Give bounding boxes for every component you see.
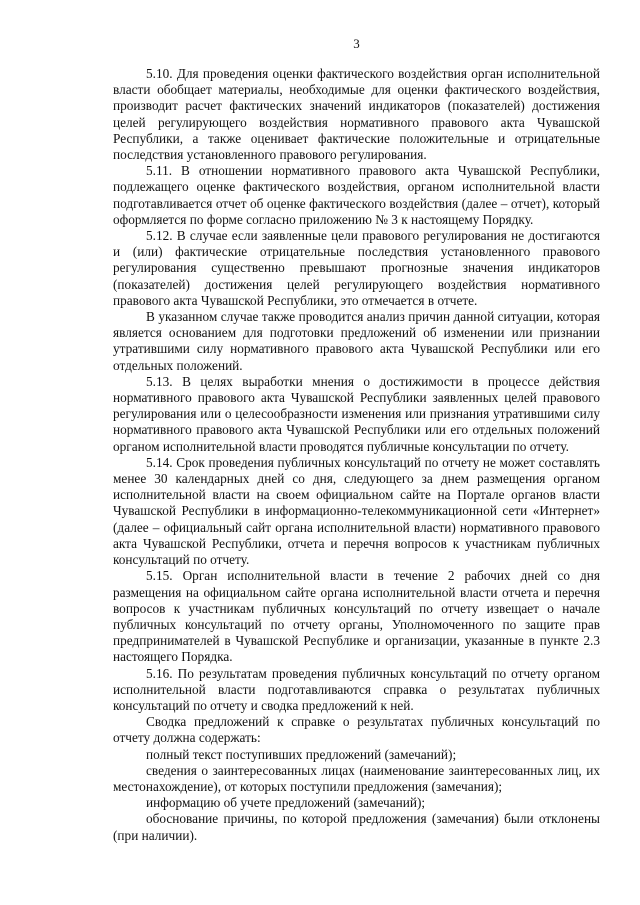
paragraph-5-12: 5.12. В случае если заявленные цели правового регулирования не достигаются и (или) фактические отрицательные последствия установленного правового регулирования существенно превышают прогнозные значения индикаторов (показателей) достижения целей регулирующего воздействия нормативного правового акта Чувашской Республики, это отмечается в отчете. [113, 228, 600, 308]
paragraph-5-13: 5.13. В целях выработки мнения о достижимости в процессе действия нормативного правового акта Чувашской Республики заявленных целей правового регулирования или о целесообразности изменения или признания утратившими силу нормативного правового акта Чувашской Республики или его отдельных положений органом исполнительной власти проводятся публичные консультации по отчету. [113, 373, 600, 454]
paragraph-5-10: 5.10. Для проведения оценки фактического воздействия орган исполнительной власти обобщает материалы, необходимые для оценки фактического воздействия, производит расчет фактических значений индикаторов (показателей) достижения целей регулирующего воздействия нормативного правового акта Чувашской Республики, а также оценивает фактические положительные и отрицательные последствия установленного правового регулирования. [113, 66, 600, 163]
list-item-interested-parties: сведения о заинтересованных лицах (наименование заинтересованных лиц, их местонахождение), от которых поступили предложения (замечания); [113, 762, 600, 794]
paragraph-5-12-analysis: В указанном случае также проводится анализ причин данной ситуации, которая является основанием для подготовки предложений об изменении или признании утратившими силу нормативного правового акта Чувашской Республики или его отдельных положений. [113, 309, 600, 373]
paragraph-summary-intro: Сводка предложений к справке о результатах публичных консультаций по отчету должна содержать: [113, 714, 600, 746]
paragraph-5-14: 5.14. Срок проведения публичных консультаций по отчету не может составлять менее 30 календарных дней со дня, следующего за днем размещения органом исполнительной власти на своем официальном сайте на Портале органов власти Чувашской Республики в информационно-телекоммуникационной сети «Интернет» (далее – официальный сайт органа исполнительной власти) нормативного правового акта Чувашской Республики, отчета и перечня вопросов к участникам публичных консультаций по отчету. [113, 454, 600, 568]
list-item-full-text: полный текст поступивших предложений (замечаний); [146, 746, 457, 762]
document-body [113, 66, 600, 844]
paragraph-5-11: 5.11. В отношении нормативного правового акта Чувашской Республики, подлежащего оценке фактического воздействия, органом исполнительной власти подготавливается отчет об оценке фактического воздействия (далее – отчет), который оформляется по форме согласно приложению № 3 к настоящему Порядку. [113, 163, 600, 227]
list-item-accounting: информацию об учете предложений (замечаний); [146, 795, 426, 811]
paragraph-5-15: 5.15. Орган исполнительной власти в течение 2 рабочих дней со дня размещения на официальном сайте органа исполнительной власти отчета и перечня вопросов к участникам публичных консультаций по отчету извещает о начале публичных консультаций по отчету органы, Уполномоченного по защите прав предпринимателей в Чувашской Республике и организации, указанные в пункте 2.3 настоящего Порядка. [113, 568, 600, 665]
page-number: 3 [353, 36, 360, 51]
list-item-rejection-reason: обоснование причины, по которой предложения (замечания) были отклонены (при наличии). [113, 811, 600, 843]
paragraph-5-16: 5.16. По результатам проведения публичных консультаций по отчету органом исполнительной власти подготавливаются справка о результатах публичных консультаций по отчету и сводка предложений к ней. [113, 665, 600, 713]
